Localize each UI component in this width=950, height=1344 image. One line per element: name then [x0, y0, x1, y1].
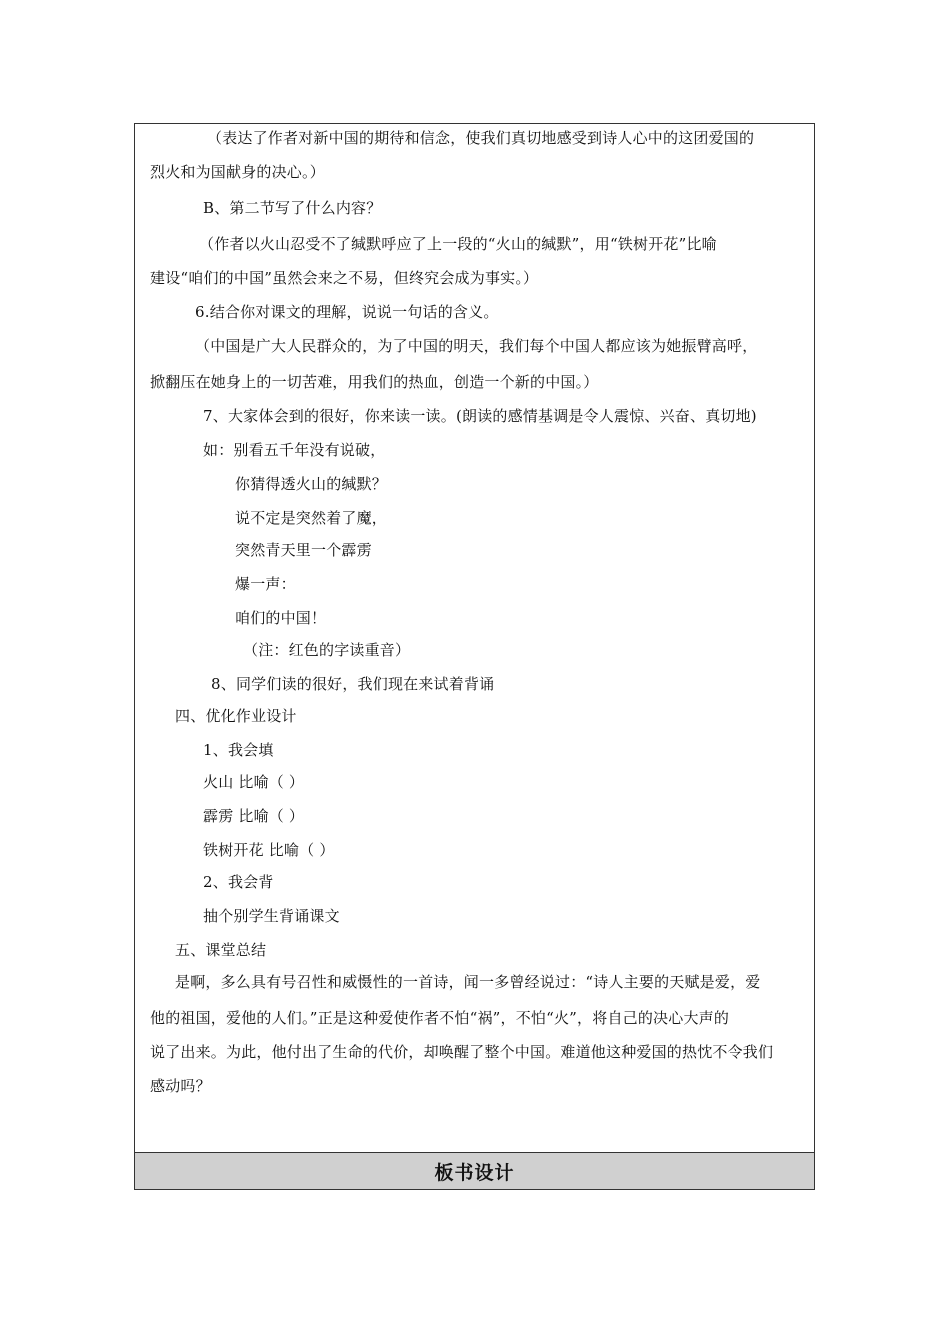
- text-line: 铁树开花 比喻（ ）: [203, 841, 335, 859]
- section-heading: 四、优化作业设计: [175, 707, 297, 725]
- text-line: 7、大家体会到的很好，你来读一读。(朗读的感情基调是令人震惊、兴奋、真切地): [203, 407, 757, 425]
- poem-line: 爆一声：: [235, 575, 296, 593]
- text-line: 抽个别学生背诵课文: [203, 907, 340, 925]
- lesson-table: [134, 123, 815, 1190]
- section-heading: 五、课堂总结: [175, 941, 267, 959]
- text-line: （作者以火山忍受不了缄默呼应了上一段的“火山的缄默”，用“铁树开花”比喻: [199, 235, 717, 253]
- poem-line: 咱们的中国！: [235, 609, 327, 627]
- text-line: 霹雳 比喻（ ）: [203, 807, 305, 825]
- poem-line: 你猜得透火山的缄默？: [235, 475, 388, 493]
- text-line: 1、我会填: [203, 741, 274, 759]
- text-line: （表达了作者对新中国的期待和信念，使我们真切地感受到诗人心中的这团爱国的: [207, 129, 755, 147]
- poem-line: 如：别看五千年没有说破，: [203, 441, 386, 459]
- text-line: 他的祖国，爱他的人们。”正是这种爱使作者不怕“祸”，不怕“火”，将自己的决心大声的: [150, 1009, 730, 1027]
- note-line: （注：红色的字读重音）: [243, 641, 411, 659]
- board-design-title: 板书设计: [434, 1161, 515, 1184]
- text-line: 8、同学们读的很好，我们现在来试着背诵: [211, 675, 495, 693]
- text-line: 2、我会背: [203, 873, 274, 891]
- text-line: （中国是广大人民群众的，为了中国的明天，我们每个中国人都应该为她振臂高呼，: [195, 337, 758, 355]
- text-line: 烈火和为国献身的决心。）: [150, 163, 325, 181]
- board-design-header: [135, 1153, 814, 1189]
- text-line: 掀翻压在她身上的一切苦难，用我们的热血，创造一个新的中国。）: [150, 373, 599, 391]
- text-line: 6.结合你对课文的理解，说说一句话的含义。: [195, 303, 499, 321]
- text-line: 是啊，多么具有号召性和威慑性的一首诗，闻一多曾经说过：“诗人主要的天赋是爱，爱: [175, 973, 761, 991]
- text-line: 建设“咱们的中国”虽然会来之不易，但终究会成为事实。）: [150, 269, 539, 287]
- text-line: 说了出来。为此，他付出了生命的代价，却唤醒了整个中国。难道他这种爱国的热忱不令我们: [150, 1043, 774, 1061]
- text-line: B、第二节写了什么内容？: [203, 199, 382, 217]
- text-line: 火山 比喻（ ）: [203, 773, 305, 791]
- text-line: 感动吗？: [150, 1077, 211, 1095]
- lesson-content-cell: [135, 124, 814, 1153]
- poem-line: 突然青天里一个霹雳: [235, 541, 372, 559]
- poem-line: 说不定是突然着了魔，: [235, 509, 388, 527]
